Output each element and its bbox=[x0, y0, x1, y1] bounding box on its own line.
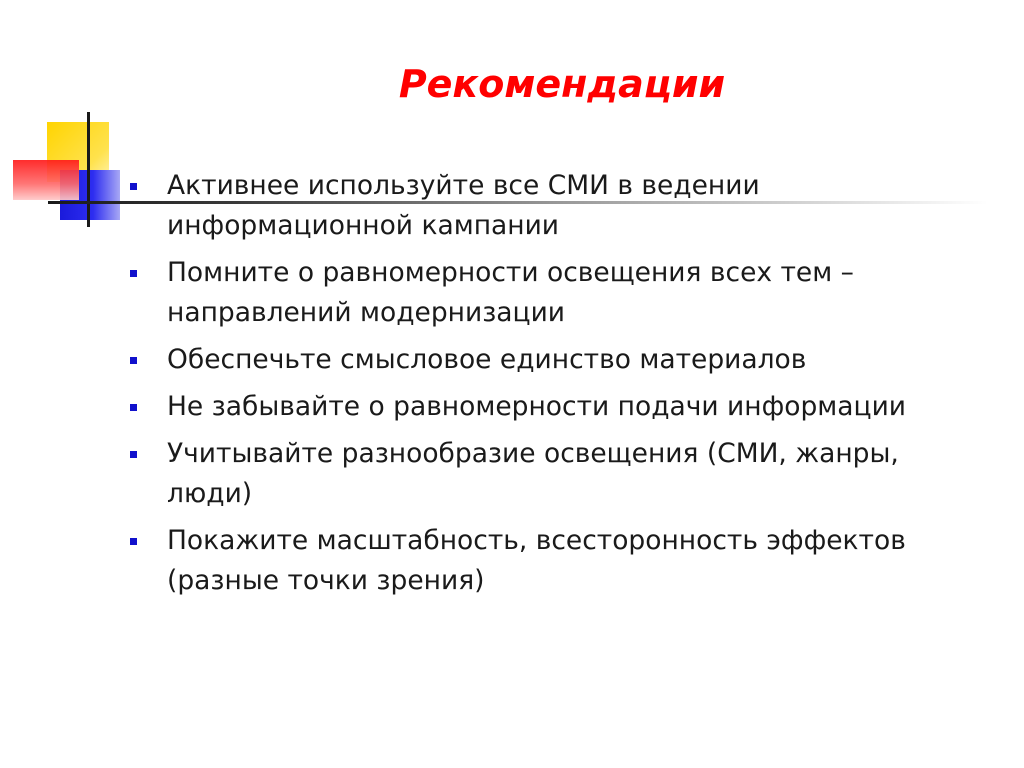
bullet-square-icon bbox=[130, 357, 137, 364]
bullet-item bbox=[128, 253, 988, 333]
bullet-square-icon bbox=[130, 270, 137, 277]
red-square-decoration bbox=[13, 160, 79, 200]
bullet-text: Активнее используйте все СМИ в ведении информационной кампании bbox=[167, 170, 760, 241]
bullet-square-icon bbox=[130, 404, 137, 411]
bullet-item bbox=[128, 387, 988, 427]
vertical-rule bbox=[87, 112, 90, 227]
bullet-text: Не забывайте о равномерности подачи информации bbox=[167, 391, 907, 422]
bullet-item bbox=[128, 166, 988, 246]
bullet-square-icon bbox=[130, 183, 137, 190]
bullet-square-icon bbox=[130, 538, 137, 545]
bullet-list bbox=[128, 166, 988, 608]
bullet-text: Помните о равномерности освещения всех тем – направлений модернизации bbox=[167, 257, 854, 328]
slide-title: Рекомендации bbox=[398, 62, 726, 106]
bullet-text: Покажите масштабность, всесторонность эффектов (разные точки зрения) bbox=[167, 525, 906, 596]
bullet-square-icon bbox=[130, 451, 137, 458]
bullet-text: Обеспечьте смысловое единство материалов bbox=[167, 344, 807, 375]
bullet-item bbox=[128, 434, 988, 514]
bullet-text: Учитывайте разнообразие освещения (СМИ, жанры, люди) bbox=[167, 438, 899, 509]
bullet-item bbox=[128, 340, 988, 380]
bullet-item bbox=[128, 521, 988, 601]
